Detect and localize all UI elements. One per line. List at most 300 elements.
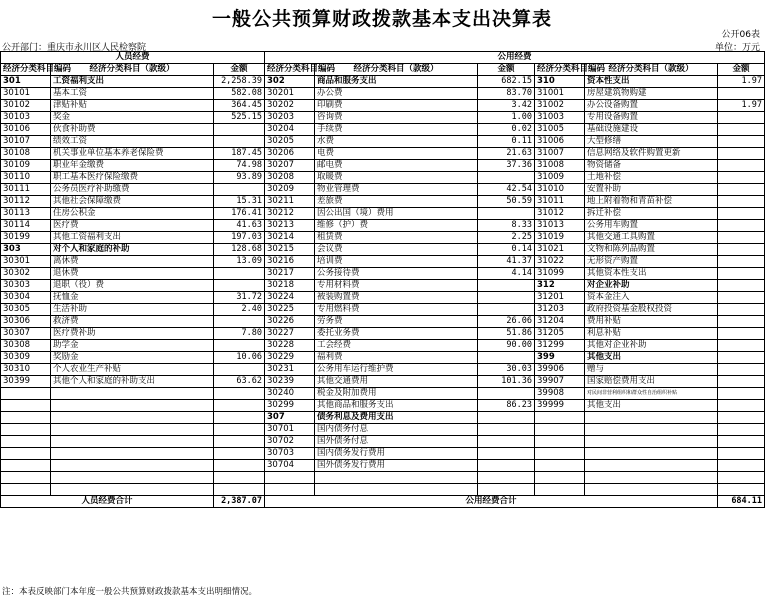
cell-name: 抚恤金 [51, 292, 214, 304]
cell-code: 30199 [1, 232, 51, 244]
cell-amount: 582.08 [214, 88, 265, 100]
cell-amount: 187.45 [214, 148, 265, 160]
cell-code: 312 [535, 280, 585, 292]
cell-amount: 1.97 [718, 76, 765, 88]
cell-amount: 8.33 [478, 220, 535, 232]
cell-name: 机关事业单位基本养老保险费 [51, 148, 214, 160]
cell-name [315, 484, 478, 496]
cell-code: 30231 [265, 364, 315, 376]
table-row [1, 160, 765, 172]
cell-code: 30205 [265, 136, 315, 148]
cell-name: 专用燃料费 [315, 304, 478, 316]
cell-code: 30206 [265, 148, 315, 160]
cell-amount [718, 352, 765, 364]
cell-code: 31006 [535, 136, 585, 148]
cell-amount [214, 424, 265, 436]
cell-amount [478, 460, 535, 472]
cell-name: 基础设施建设 [585, 124, 718, 136]
cell-name: 国内债务发行费用 [315, 448, 478, 460]
cell-name: 助学金 [51, 340, 214, 352]
cell-amount: 197.03 [214, 232, 265, 244]
table-row [1, 244, 765, 256]
cell-amount [478, 424, 535, 436]
cell-amount: 0.02 [478, 124, 535, 136]
cell-code: 30209 [265, 184, 315, 196]
cell-name: 劳务费 [315, 316, 478, 328]
table-row [1, 364, 765, 376]
header-name: 经济分类科目（款级） [51, 64, 214, 76]
cell-name [51, 436, 214, 448]
cell-code: 31205 [535, 328, 585, 340]
cell-code: 31299 [535, 340, 585, 352]
cell-amount [718, 328, 765, 340]
cell-amount [718, 136, 765, 148]
cell-name: 公务用车购置 [585, 220, 718, 232]
table-row [1, 304, 765, 316]
cell-amount: 2.40 [214, 304, 265, 316]
cell-name: 被装购置费 [315, 292, 478, 304]
cell-name [51, 448, 214, 460]
cell-amount [718, 424, 765, 436]
cell-amount [478, 472, 535, 484]
cell-amount [214, 316, 265, 328]
cell-name: 安置补助 [585, 184, 718, 196]
cell-code: 31201 [535, 292, 585, 304]
cell-code: 30240 [265, 388, 315, 400]
cell-name: 大型修缮 [585, 136, 718, 148]
cell-name: 土地补偿 [585, 172, 718, 184]
cell-name: 手续费 [315, 124, 478, 136]
cell-name: 办公费 [315, 88, 478, 100]
cell-name: 其他商品和服务支出 [315, 400, 478, 412]
cell-name [585, 448, 718, 460]
cell-code: 30703 [265, 448, 315, 460]
cell-code: 30226 [265, 316, 315, 328]
table-row [1, 172, 765, 184]
cell-code [1, 424, 51, 436]
cell-name: 生活补助 [51, 304, 214, 316]
cell-code: 30307 [1, 328, 51, 340]
cell-code: 30704 [265, 460, 315, 472]
cell-amount [214, 340, 265, 352]
cell-code: 399 [535, 352, 585, 364]
table-row [1, 340, 765, 352]
cell-amount [718, 184, 765, 196]
cell-name: 退职（役）费 [51, 280, 214, 292]
cell-code [1, 448, 51, 460]
form-number: 公开06表 [721, 30, 760, 40]
expenditure-table [0, 51, 765, 508]
cell-code [265, 484, 315, 496]
cell-name: 奖金 [51, 112, 214, 124]
cell-name: 利息补贴 [585, 328, 718, 340]
cell-name: 商品和服务支出 [315, 76, 478, 88]
table-row [1, 196, 765, 208]
cell-code: 30702 [265, 436, 315, 448]
cell-amount: 37.36 [478, 160, 535, 172]
cell-amount: 15.31 [214, 196, 265, 208]
table-row [1, 100, 765, 112]
cell-name: 住房公积金 [51, 208, 214, 220]
cell-code [535, 484, 585, 496]
cell-code: 30114 [1, 220, 51, 232]
cell-amount: 7.80 [214, 328, 265, 340]
cell-code: 307 [265, 412, 315, 424]
cell-code: 310 [535, 76, 585, 88]
cell-name: 邮电费 [315, 160, 478, 172]
table-row [1, 208, 765, 220]
table-row [1, 148, 765, 160]
cell-code [1, 412, 51, 424]
cell-name: 奖励金 [51, 352, 214, 364]
cell-amount: 101.36 [478, 376, 535, 388]
cell-code: 31007 [535, 148, 585, 160]
cell-name: 退休费 [51, 268, 214, 280]
cell-code: 30302 [1, 268, 51, 280]
header-name: 经济分类科目（款级） [315, 64, 478, 76]
cell-amount [718, 304, 765, 316]
cell-amount: 90.00 [478, 340, 535, 352]
table-row [1, 328, 765, 340]
cell-name [315, 472, 478, 484]
cell-code: 30202 [265, 100, 315, 112]
cell-code [535, 424, 585, 436]
cell-name: 房屋建筑物购建 [585, 88, 718, 100]
cell-amount: 176.41 [214, 208, 265, 220]
cell-name: 培训费 [315, 256, 478, 268]
cell-name [585, 484, 718, 496]
cell-amount [214, 388, 265, 400]
cell-code: 30207 [265, 160, 315, 172]
cell-amount [478, 280, 535, 292]
cell-amount [214, 484, 265, 496]
cell-code: 30217 [265, 268, 315, 280]
cell-code: 30299 [265, 400, 315, 412]
cell-name: 其他社会保障缴费 [51, 196, 214, 208]
public-total-amount: 684.11 [718, 496, 765, 508]
cell-code: 30213 [265, 220, 315, 232]
table-row [1, 376, 765, 388]
cell-code: 30101 [1, 88, 51, 100]
cell-amount [478, 304, 535, 316]
cell-amount [718, 364, 765, 376]
cell-amount: 3.42 [478, 100, 535, 112]
header-amount: 金额 [718, 64, 765, 76]
unit-label: 单位：万元 [714, 43, 760, 53]
cell-amount [718, 196, 765, 208]
cell-code: 303 [1, 244, 51, 256]
cell-amount: 2,258.39 [214, 76, 265, 88]
cell-code: 30110 [1, 172, 51, 184]
personnel-total-amount: 2,387.07 [214, 496, 265, 508]
header-amount: 金额 [214, 64, 265, 76]
cell-name: 对企业补助 [585, 280, 718, 292]
cell-code: 31204 [535, 316, 585, 328]
cell-amount [478, 208, 535, 220]
table-row [1, 220, 765, 232]
cell-amount: 364.45 [214, 100, 265, 112]
cell-code: 30211 [265, 196, 315, 208]
cell-code: 302 [265, 76, 315, 88]
cell-amount: 93.89 [214, 172, 265, 184]
cell-code: 31013 [535, 220, 585, 232]
cell-amount: 0.11 [478, 136, 535, 148]
cell-amount [214, 460, 265, 472]
cell-name: 赠与 [585, 364, 718, 376]
table-row [1, 76, 765, 88]
cell-code: 30225 [265, 304, 315, 316]
cell-code: 31005 [535, 124, 585, 136]
section-personnel: 人员经费 [1, 52, 265, 64]
table-row [1, 316, 765, 328]
cell-amount: 50.59 [478, 196, 535, 208]
cell-name: 租赁费 [315, 232, 478, 244]
cell-amount [478, 436, 535, 448]
cell-code: 39906 [535, 364, 585, 376]
cell-amount [718, 472, 765, 484]
table-row [1, 352, 765, 364]
cell-name: 国外债务付息 [315, 436, 478, 448]
cell-code: 30111 [1, 184, 51, 196]
cell-amount: 31.72 [214, 292, 265, 304]
cell-name: 拆迁补偿 [585, 208, 718, 220]
cell-code: 30305 [1, 304, 51, 316]
cell-amount [718, 220, 765, 232]
cell-code [535, 436, 585, 448]
table-row [1, 292, 765, 304]
cell-name: 国外债务发行费用 [315, 460, 478, 472]
cell-amount [718, 436, 765, 448]
cell-code: 30212 [265, 208, 315, 220]
cell-name: 其他工资福利支出 [51, 232, 214, 244]
table-row [1, 124, 765, 136]
cell-amount: 2.25 [478, 232, 535, 244]
cell-code: 31099 [535, 268, 585, 280]
cell-name [585, 472, 718, 484]
cell-code [1, 460, 51, 472]
cell-amount: 4.14 [478, 268, 535, 280]
cell-code [535, 472, 585, 484]
cell-name: 绩效工资 [51, 136, 214, 148]
header-name: 经济分类科目（款级） [585, 64, 718, 76]
cell-code: 30214 [265, 232, 315, 244]
cell-name: 其他交通费用 [315, 376, 478, 388]
cell-name: 咨询费 [315, 112, 478, 124]
table-row [1, 436, 765, 448]
cell-name [51, 472, 214, 484]
cell-name: 其他支出 [585, 352, 718, 364]
cell-code: 30306 [1, 316, 51, 328]
cell-name: 职业年金缴费 [51, 160, 214, 172]
cell-amount [718, 88, 765, 100]
cell-code: 30701 [265, 424, 315, 436]
cell-code: 30109 [1, 160, 51, 172]
cell-name: 信息网络及软件购置更新 [585, 148, 718, 160]
cell-code: 301 [1, 76, 51, 88]
cell-name: 医疗费 [51, 220, 214, 232]
cell-amount [718, 124, 765, 136]
cell-code: 30108 [1, 148, 51, 160]
cell-code: 31021 [535, 244, 585, 256]
cell-code [1, 472, 51, 484]
cell-amount [214, 364, 265, 376]
cell-code: 31022 [535, 256, 585, 268]
cell-amount: 525.15 [214, 112, 265, 124]
cell-amount [478, 292, 535, 304]
cell-amount: 1.00 [478, 112, 535, 124]
cell-amount [718, 388, 765, 400]
cell-amount [718, 244, 765, 256]
cell-name: 公务用车运行维护费 [315, 364, 478, 376]
table-row [1, 256, 765, 268]
cell-amount: 128.68 [214, 244, 265, 256]
cell-code: 31003 [535, 112, 585, 124]
cell-amount [214, 268, 265, 280]
cell-code: 30102 [1, 100, 51, 112]
cell-amount [718, 280, 765, 292]
cell-code: 31002 [535, 100, 585, 112]
cell-name [51, 400, 214, 412]
cell-name [51, 484, 214, 496]
cell-code [265, 472, 315, 484]
cell-name: 离休费 [51, 256, 214, 268]
cell-amount: 86.23 [478, 400, 535, 412]
cell-name: 个人农业生产补贴 [51, 364, 214, 376]
cell-name: 政府投资基金股权投资 [585, 304, 718, 316]
cell-name: 国家赔偿费用支出 [585, 376, 718, 388]
cell-amount: 42.54 [478, 184, 535, 196]
cell-name: 国内债务付息 [315, 424, 478, 436]
cell-amount [718, 208, 765, 220]
cell-code: 30399 [1, 376, 51, 388]
cell-name: 公务员医疗补助缴费 [51, 184, 214, 196]
cell-name: 其他资本性支出 [585, 268, 718, 280]
table-row [1, 424, 765, 436]
cell-amount [478, 172, 535, 184]
cell-code: 31012 [535, 208, 585, 220]
cell-name: 维修（护）费 [315, 220, 478, 232]
cell-code: 31011 [535, 196, 585, 208]
cell-code: 39999 [535, 400, 585, 412]
cell-amount [214, 436, 265, 448]
cell-code: 30216 [265, 256, 315, 268]
cell-amount [478, 412, 535, 424]
table-row [1, 232, 765, 244]
header-code: 经济分类科目编码 [535, 64, 585, 76]
cell-amount [718, 232, 765, 244]
header-code: 经济分类科目编码 [1, 64, 51, 76]
cell-name [51, 388, 214, 400]
cell-code: 30304 [1, 292, 51, 304]
cell-name: 会议费 [315, 244, 478, 256]
cell-amount [718, 316, 765, 328]
cell-code [1, 484, 51, 496]
cell-name: 资本性支出 [585, 76, 718, 88]
cell-amount [214, 412, 265, 424]
cell-name: 税金及附加费用 [315, 388, 478, 400]
cell-code: 39907 [535, 376, 585, 388]
cell-code: 30218 [265, 280, 315, 292]
cell-amount [718, 160, 765, 172]
cell-name: 对民间非营利组织和群众性自治组织补贴 [585, 388, 718, 400]
cell-name: 医疗费补助 [51, 328, 214, 340]
cell-name: 委托业务费 [315, 328, 478, 340]
cell-amount: 41.63 [214, 220, 265, 232]
table-row [1, 280, 765, 292]
cell-amount [214, 448, 265, 460]
cell-amount [718, 340, 765, 352]
cell-code: 30204 [265, 124, 315, 136]
cell-name: 水费 [315, 136, 478, 148]
cell-amount [478, 352, 535, 364]
header-amount: 金额 [478, 64, 535, 76]
cell-code [1, 388, 51, 400]
cell-amount [718, 400, 765, 412]
cell-name: 其他交通工具购置 [585, 232, 718, 244]
cell-name: 电费 [315, 148, 478, 160]
cell-name: 基本工资 [51, 88, 214, 100]
cell-code: 31203 [535, 304, 585, 316]
cell-name: 公务接待费 [315, 268, 478, 280]
table-row [1, 460, 765, 472]
cell-name: 印刷费 [315, 100, 478, 112]
cell-name: 其他支出 [585, 400, 718, 412]
cell-code [535, 448, 585, 460]
cell-code: 30203 [265, 112, 315, 124]
public-total-label: 公用经费合计 [265, 496, 718, 508]
cell-amount [718, 484, 765, 496]
cell-name: 工会经费 [315, 340, 478, 352]
cell-amount: 51.86 [478, 328, 535, 340]
personnel-total-label: 人员经费合计 [1, 496, 214, 508]
cell-name: 无形资产购置 [585, 256, 718, 268]
cell-name: 物业管理费 [315, 184, 478, 196]
cell-amount [718, 460, 765, 472]
cell-code [535, 460, 585, 472]
cell-amount: 21.63 [478, 148, 535, 160]
cell-amount [214, 184, 265, 196]
cell-amount [478, 484, 535, 496]
cell-name: 其他个人和家庭的补助支出 [51, 376, 214, 388]
cell-code: 31019 [535, 232, 585, 244]
cell-amount: 41.37 [478, 256, 535, 268]
cell-code: 31009 [535, 172, 585, 184]
table-row [1, 112, 765, 124]
cell-code [535, 412, 585, 424]
cell-name: 资本金注入 [585, 292, 718, 304]
cell-code: 30201 [265, 88, 315, 100]
cell-code: 30229 [265, 352, 315, 364]
table-row [1, 184, 765, 196]
cell-code: 30107 [1, 136, 51, 148]
cell-code: 30113 [1, 208, 51, 220]
cell-name [585, 460, 718, 472]
cell-code: 30215 [265, 244, 315, 256]
cell-amount: 63.62 [214, 376, 265, 388]
cell-amount [718, 376, 765, 388]
cell-amount [718, 112, 765, 124]
table-row [1, 268, 765, 280]
section-public: 公用经费 [265, 52, 765, 64]
cell-amount [214, 280, 265, 292]
cell-name: 债务利息及费用支出 [315, 412, 478, 424]
cell-name: 物资储备 [585, 160, 718, 172]
cell-code [1, 436, 51, 448]
cell-code: 30208 [265, 172, 315, 184]
cell-code: 39908 [535, 388, 585, 400]
cell-amount [214, 124, 265, 136]
cell-code: 30308 [1, 340, 51, 352]
